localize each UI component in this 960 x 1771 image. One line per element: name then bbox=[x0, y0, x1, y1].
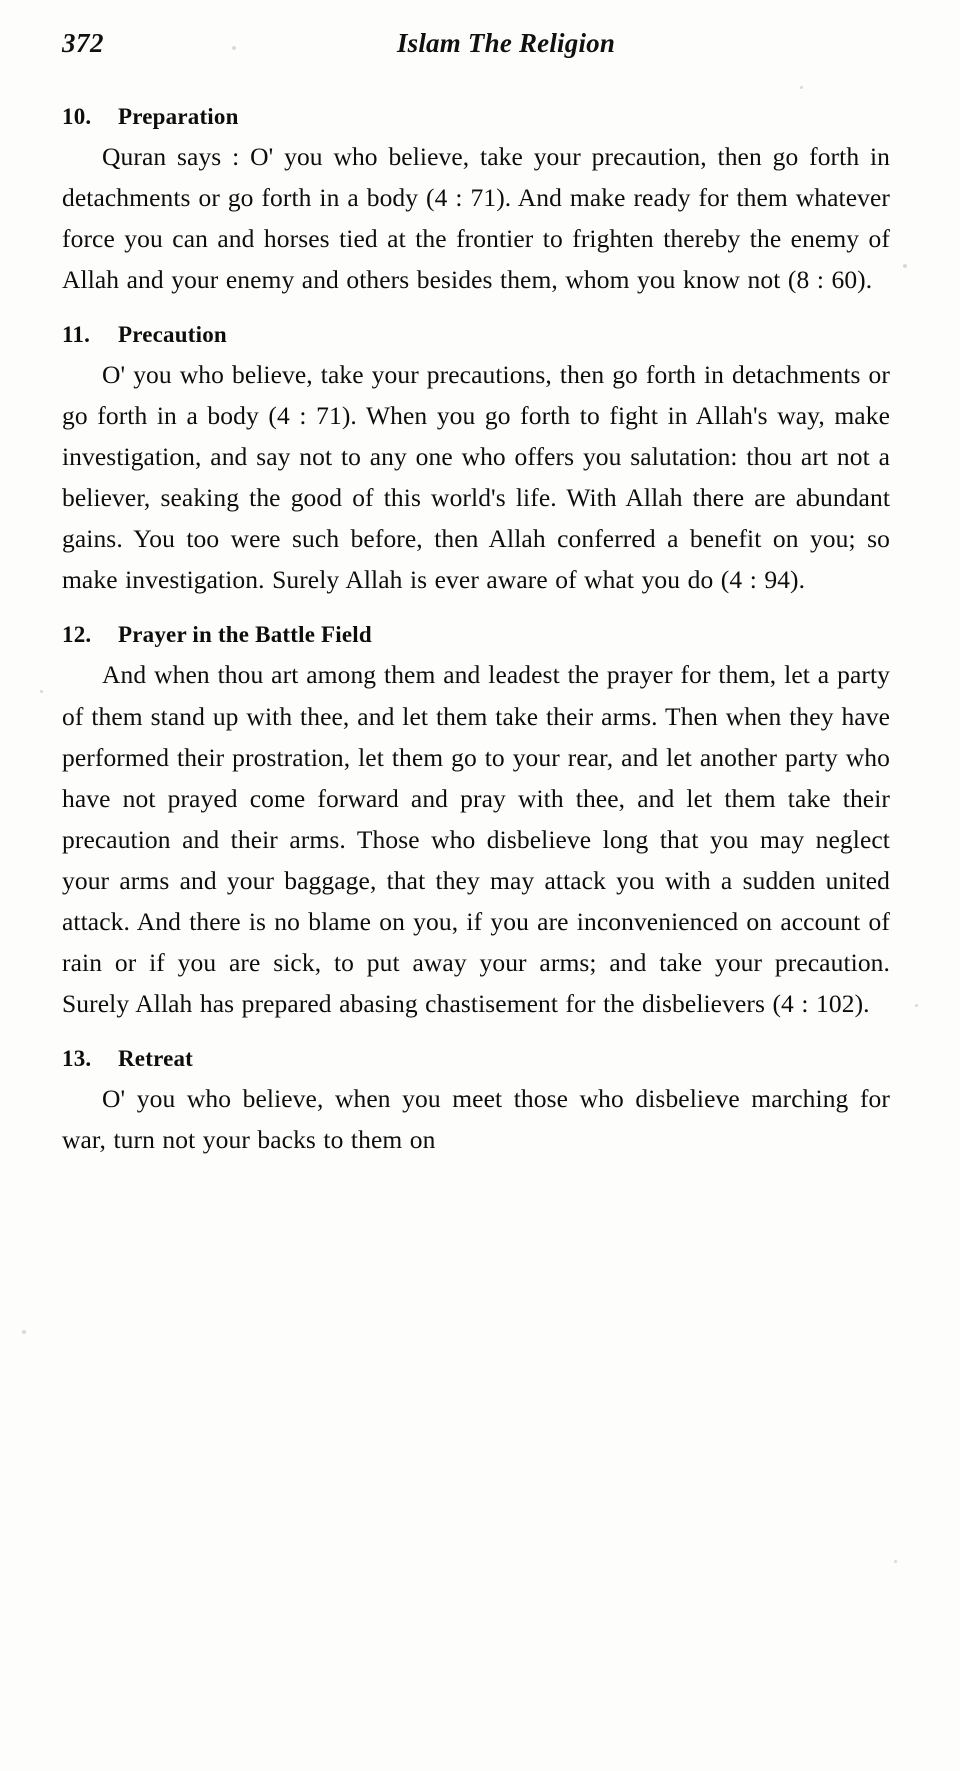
section-preparation bbox=[62, 104, 890, 300]
page-speckle bbox=[232, 46, 236, 50]
page-speckle bbox=[40, 690, 43, 693]
paragraph: O' you who believe, when you meet those who disbelieve marching for war, turn not your backs to them on bbox=[62, 1083, 890, 1154]
paragraph: Quran says : O' you who believe, take your precaution, then go forth in detachments or go forth in a body (4 : 71). And make ready for them whatever force you can and horses tied at the frontier to frighten thereby the enemy of Allah and your enemy and others besides them, whom you know not (8 : 60). bbox=[62, 142, 890, 295]
paragraph: O' you who believe, take your precautions, then go forth in detachments or go forth in a body (4 : 71). When you go forth to fight in Allah's way, make investigation, and say not to any one who offers you salutation: thou art not a believer, seaking the good of this world's life. With Allah there are abundant gains. You too were such before, then Allah conferred a benefit on you; so make investigation. Surely Allah is ever aware of what you do (4 : 94). bbox=[62, 360, 890, 595]
page-number: 372 bbox=[62, 28, 104, 58]
page-speckle bbox=[22, 1330, 26, 1334]
section-heading bbox=[62, 322, 890, 348]
section-title: Retreat bbox=[118, 1045, 194, 1071]
section-number: 11. bbox=[62, 322, 91, 348]
page-speckle bbox=[800, 86, 803, 89]
section-heading bbox=[62, 104, 890, 130]
page-speckle bbox=[903, 264, 907, 268]
running-title: Islam The Religion bbox=[396, 28, 616, 58]
section-title: Prayer in the Battle Field bbox=[118, 622, 372, 648]
section-title: Preparation bbox=[118, 104, 239, 129]
section-number: 12. bbox=[62, 622, 92, 648]
section-title: Precaution bbox=[118, 322, 227, 348]
section-number: 13. bbox=[62, 1045, 92, 1071]
paragraph: And when thou art among them and leadest the prayer for them, let a party of them stand up with thee, and let them take their arms. Then when they have performed their prostration, let them go to your rear, and let another party who have not prayed come forward and pray with thee, and let them take their precaution and their arms. Those who disbelieve long that you may neglect your arms and your baggage, that they may attack you with a sudden united attack. And there is no blame on you, if you are inconvenienced on account of rain or if you are sick, to put away your arms; and take your precaution. Surely Allah has prepared abasing chastisement for the disbelievers (4 : 102). bbox=[62, 660, 890, 1018]
section-number: 10. bbox=[62, 104, 92, 129]
section-precaution bbox=[62, 322, 890, 600]
section-prayer-in-the-battle-field bbox=[62, 622, 890, 1023]
section-heading bbox=[62, 1046, 890, 1072]
section-heading bbox=[62, 622, 890, 648]
page-speckle bbox=[915, 1004, 918, 1007]
section-retreat bbox=[62, 1046, 890, 1160]
page-speckle bbox=[894, 1560, 897, 1563]
page-header bbox=[62, 28, 890, 82]
